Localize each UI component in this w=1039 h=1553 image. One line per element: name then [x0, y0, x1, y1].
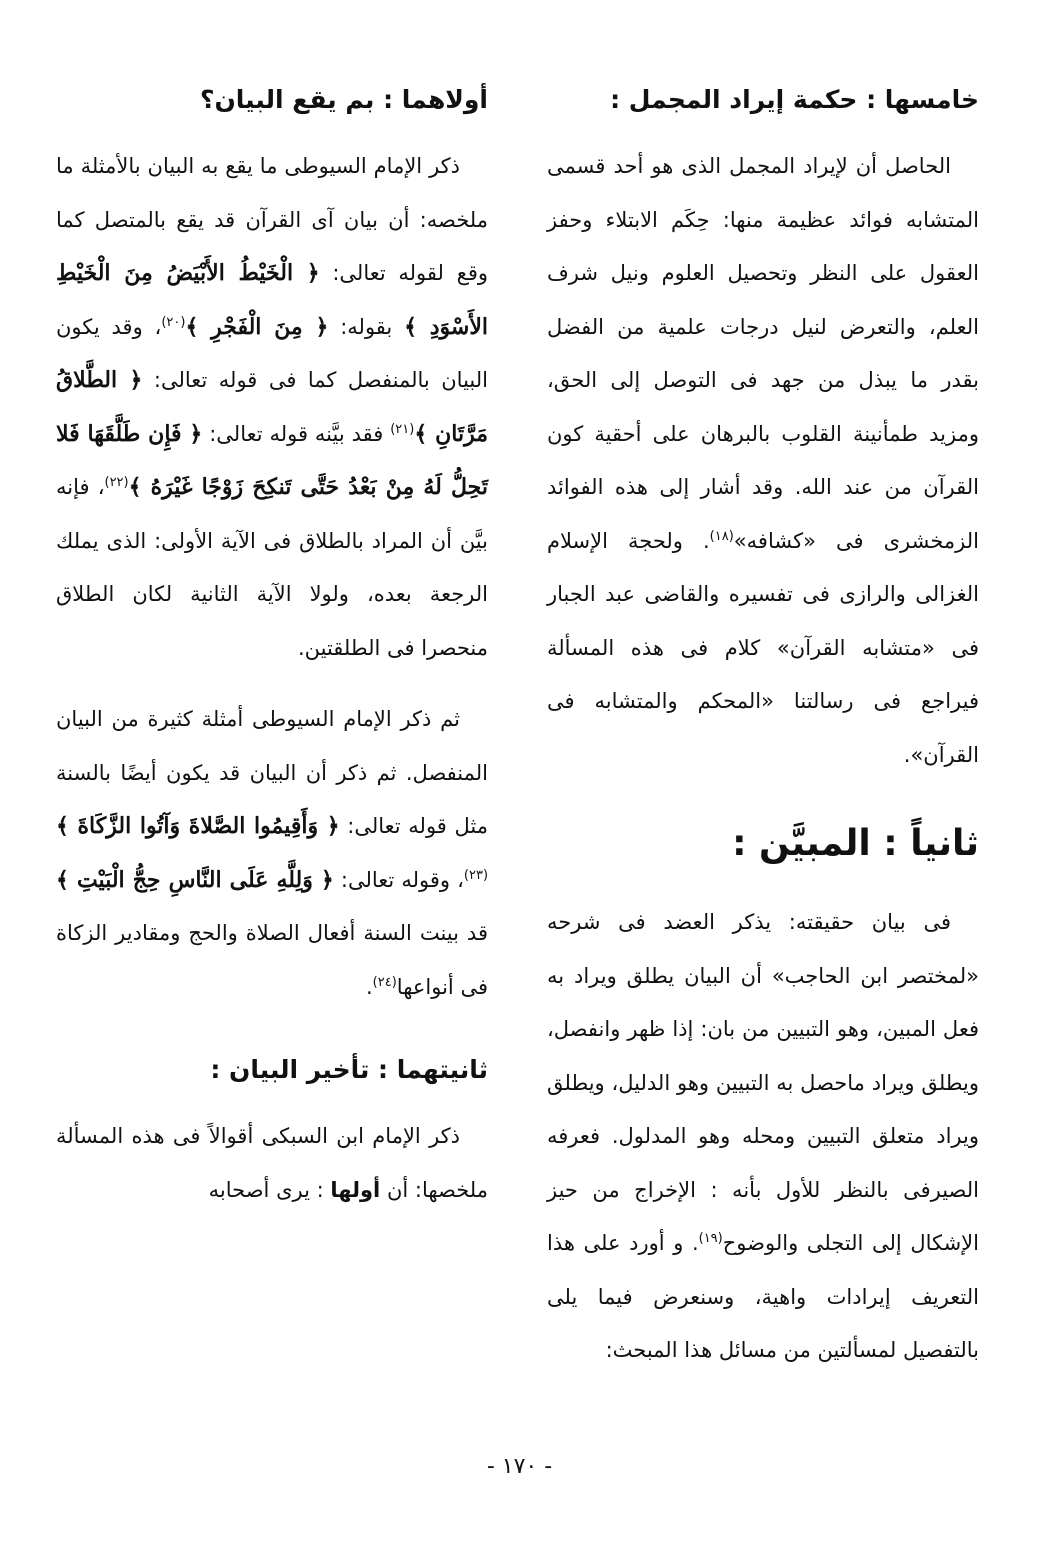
- paragraph-text: .: [365, 974, 373, 999]
- quran-verse: ﴿ الطَّلاقُ مَرَّتَانِ ﴾: [56, 367, 488, 447]
- quran-verse: ﴿ وَلِلَّهِ عَلَى النَّاسِ حِجُّ الْبَيْتِ ﴾: [56, 866, 334, 893]
- paragraph-text: بقوله:: [328, 314, 405, 339]
- right-column: [547, 78, 979, 1378]
- subsection-heading-second: ثانيتهما : تأخير البيان :: [210, 1055, 488, 1084]
- paragraph-text: . و أورد على هذا التعريف إيرادات واهية، وسنعرض فيما يلى بالتفصيل لمسألتين من مسائل هذا المبحث:: [547, 1231, 979, 1362]
- left-column: [56, 78, 488, 1217]
- footnote-ref-23: (٢٣): [463, 867, 489, 883]
- subsection-heading-first: أولاهما : بم يقع البيان؟: [199, 85, 488, 114]
- emphasis-text: أولها: [330, 1177, 381, 1202]
- paragraph-text: فقد بيَّنه قوله تعالى:: [202, 421, 391, 446]
- section-heading-fifth: خامسها : حكمة إيراد المجمل :: [610, 85, 979, 114]
- paragraph-connected-bayan: [56, 140, 488, 675]
- footnote-ref-20: (٢٠): [161, 314, 186, 330]
- paragraph-text: ، فإنه بيَّن أن المراد بالطلاق فى الآية الأولى: الذى يملك الرجعة بعده، ولولا الآية الثانية لكان الطلاق منحصرا فى الطلقتين.: [56, 475, 488, 660]
- paragraph-text: الحاصل أن لإيراد المجمل الذى هو أحد قسمى المتشابه فوائد عظيمة منها: حِكَم الابتلاء وحفز العقول على النظر وتحصيل العلوم ونيل شرف العلم، والتعرض لنيل درجات علمية من الفضل بقدر ما يبذل من جهد فى التوصل إلى الحق، ومزيد طمأنينة القلوب بالبرهان على أحقية كون القرآن من عند الله. وقد أشار إلى هذه الفوائد الزمخشرى فى «كشافه»: [547, 154, 979, 553]
- footnote-ref-21: (٢١): [390, 421, 415, 437]
- paragraph-text: ثم ذكر الإمام السيوطى أمثلة كثيرة من البيان المنفصل. ثم ذكر أن البيان قد يكون أيضًا بالسنة مثل قوله تعالى:: [56, 707, 488, 838]
- paragraph-delay-bayan: [56, 1110, 488, 1217]
- paragraph-text: ، وقد يكون البيان بالمنفصل كما فى قوله تعالى:: [56, 314, 488, 392]
- quran-verse: ﴿ فَإِن طَلَّقَهَا فَلا تَحِلُّ لَهُ مِنْ بَعْدُ حَتَّى تَنكِحَ زَوْجًا غَيْرَهُ ﴾: [56, 420, 488, 500]
- footnote-ref-18: (١٨): [709, 528, 734, 544]
- footnote-ref-22: (٢٢): [104, 475, 129, 490]
- paragraph-text: ، وقوله تعالى:: [333, 867, 464, 892]
- paragraph-text: . ولحجة الإسلام الغزالى والرازى فى تفسيره والقاضى عبد الجبار فى «متشابه القرآن» كلام فى هذه المسألة فيراجع فى رسالتنا «المحكم والمتشابه فى القرآن».: [547, 528, 979, 767]
- paragraph-text: : يرى أصحابه: [208, 1177, 331, 1202]
- page-number: - ١٧٠ -: [486, 1454, 553, 1479]
- quran-verse: ﴿ مِنَ الْفَجْرِ ﴾: [185, 313, 329, 340]
- paragraph-bayan-definition: [547, 896, 979, 1378]
- footnote-ref-24: (٢٤): [372, 974, 397, 990]
- footnote-ref-19: (١٩): [698, 1231, 723, 1246]
- paragraph-ambiguity-wisdom: [547, 140, 979, 782]
- paragraph-text: ذكر الإمام السيوطى ما يقع به البيان بالأمثلة ما ملخصه: أن بيان آى القرآن قد يقع بالمتصل كما وقع لقوله تعالى:: [56, 154, 488, 285]
- paragraph-text: فى بيان حقيقته: يذكر العضد فى شرحه «لمختصر ابن الحاجب» أن البيان يطلق ويراد به فعل المبين، وهو التبيين من بان: إذا ظهر وانفصل، ويطلق ويراد ماحصل به التبيين وهو الدليل، ويطلق ويراد متعلق التبيين ومحله وهو المدلول. فعرفه الصيرفى بالنظر للأول بأنه : الإخراج من حيز الإشكال إلى التجلى والوضوح: [547, 910, 979, 1255]
- section-heading-second: ثانياً : المبيَّن :: [732, 823, 979, 864]
- quran-verse: ﴿ الْخَيْطُ الأَبْيَضُ مِنَ الْخَيْطِ الأَسْوَدِ ﴾: [56, 260, 489, 340]
- paragraph-text: قد بينت السنة أفعال الصلاة والحج ومقادير الزكاة فى أنواعها: [56, 921, 488, 999]
- paragraph-text: ذكر الإمام ابن السبكى أقوالاً فى هذه المسألة ملخصها: أن: [56, 1124, 488, 1202]
- quran-verse: ﴿ وَأَقِيمُوا الصَّلاةَ وَآتُوا الزَّكَاةَ ﴾: [56, 813, 340, 839]
- paragraph-sunnah-bayan: [56, 693, 488, 1014]
